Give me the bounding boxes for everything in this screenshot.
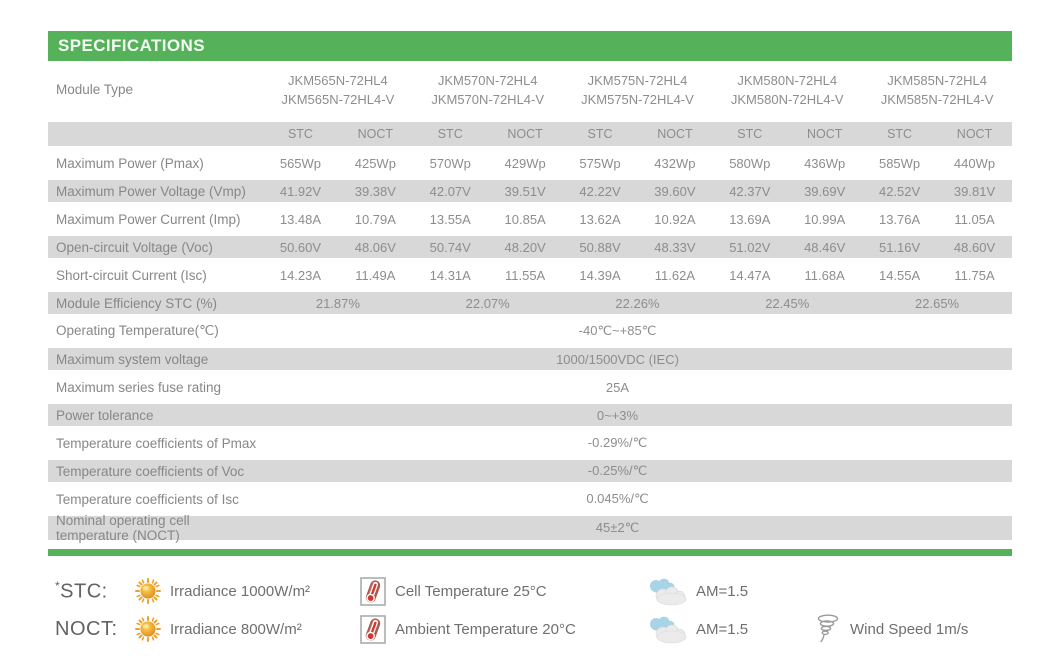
clouds-icon	[645, 577, 687, 606]
spec-row-max-system-voltage	[48, 345, 1012, 373]
spec-cell: 50.60V	[263, 233, 338, 261]
stc-cell-temp-item	[360, 577, 645, 606]
spec-cell: 48.20V	[488, 233, 563, 261]
spec-cell: 50.74V	[413, 233, 488, 261]
spec-cell: 39.38V	[338, 177, 413, 205]
spec-cell: 22.65%	[862, 289, 1012, 317]
spec-cell: 39.60V	[637, 177, 712, 205]
spec-cell: 0.045%/℃	[586, 491, 649, 506]
noct-wind-speed-text: Wind Speed 1m/s	[850, 620, 969, 638]
spec-cell: 11.55A	[504, 267, 546, 283]
spec-cell: -0.25%/℃	[263, 457, 1012, 485]
spec-cell: 570Wp	[429, 155, 471, 171]
tornado-icon	[815, 614, 841, 644]
bottom-accent-bar	[48, 549, 1012, 556]
noct-wind-speed-item	[815, 614, 968, 644]
model-name-variant: JKM580N-72HL4-V	[730, 92, 844, 107]
spec-row-efficiency	[48, 289, 1012, 317]
spec-cell: 42.37V	[712, 177, 787, 205]
stc-term	[55, 579, 135, 604]
noct-ambient-temp-text: Ambient Temperature 20°C	[395, 620, 576, 638]
module-type-row	[48, 61, 1012, 119]
spec-cell: 45±2℃	[263, 513, 1012, 543]
spec-cell: 42.22V	[563, 177, 638, 205]
spec-cell: 51.16V	[862, 233, 937, 261]
spec-cell: 10.79A	[354, 211, 396, 227]
spec-cell: 13.48A	[279, 211, 322, 227]
spec-cell: 25A	[605, 379, 630, 395]
stc-airmass-item	[645, 577, 815, 606]
spec-cell: 41.92V	[263, 177, 338, 205]
model-name: JKM580N-72HL4	[737, 72, 838, 88]
spec-cell: 48.60V	[937, 233, 1012, 261]
condition-header-noct: NOCT	[338, 119, 413, 149]
spec-cell: 14.47A	[729, 267, 771, 283]
model-header	[263, 61, 413, 119]
condition-header-stc: STC	[862, 119, 937, 149]
condition-header-stc: STC	[413, 119, 488, 149]
spec-cell: 580Wp	[729, 155, 771, 171]
model-name-variant: JKM575N-72HL4-V	[581, 92, 694, 107]
sun-icon	[135, 616, 161, 642]
spec-row-label: Power tolerance	[48, 401, 263, 429]
spec-cell: 39.51V	[488, 177, 563, 205]
noct-airmass-text: AM=1.5	[696, 620, 749, 638]
spec-row-label: Open-circuit Voltage (Voc)	[48, 233, 263, 261]
spec-cell: 42.07V	[413, 177, 488, 205]
spec-cell: 13.62A	[579, 211, 621, 227]
spec-cell: 1000/1500VDC (IEC)	[263, 345, 1012, 373]
spec-row-temp-coeff-voc	[48, 457, 1012, 485]
model-name: JKM565N-72HL4	[288, 72, 388, 88]
condition-header-row	[48, 119, 1012, 149]
spec-cell: 585Wp	[878, 155, 921, 171]
noct-term-label: NOCT:	[55, 617, 118, 640]
spec-cell: 575Wp	[579, 155, 621, 171]
spec-row-power-tolerance	[48, 401, 1012, 429]
spec-cell: 22.26%	[563, 289, 713, 317]
condition-header-stc: STC	[263, 119, 338, 149]
spec-cell: 13.76A	[878, 211, 921, 227]
spec-cell: 21.87%	[263, 289, 413, 317]
spec-row-pmax	[48, 149, 1012, 177]
spec-row-voc	[48, 233, 1012, 261]
condition-header-stc: STC	[712, 119, 787, 149]
noct-ambient-temp-item	[360, 615, 645, 644]
model-name-variant: JKM585N-72HL4-V	[880, 92, 994, 107]
clouds-icon	[645, 615, 687, 644]
model-name: JKM570N-72HL4	[437, 72, 538, 88]
noct-legend-row	[55, 610, 1015, 648]
stc-cell-temp-text: Cell Temperature 25°C	[395, 582, 547, 600]
spec-row-label: Maximum series fuse rating	[56, 379, 222, 395]
spec-cell: 39.69V	[787, 177, 862, 205]
spec-cell: 11.62A	[654, 267, 696, 283]
condition-header-stc: STC	[563, 119, 638, 149]
spec-row-label: Nominal operating cell temperature (NOCT)	[48, 513, 263, 543]
sun-icon	[135, 578, 161, 604]
spec-cell: 10.92A	[654, 211, 696, 227]
spec-row-temp-coeff-isc	[48, 485, 1012, 513]
model-name: JKM575N-72HL4	[587, 72, 688, 88]
test-conditions-legend	[55, 572, 1015, 648]
stc-irradiance-item	[135, 578, 360, 604]
noct-irradiance-item	[135, 616, 360, 642]
spec-row-label: Maximum Power (Pmax)	[56, 155, 204, 171]
model-name: JKM585N-72HL4	[887, 72, 987, 88]
spec-row-operating-temp	[48, 317, 1012, 345]
spec-cell: 565Wp	[279, 155, 322, 171]
condition-header-noct: NOCT	[787, 119, 862, 149]
spec-cell: 42.52V	[862, 177, 937, 205]
stc-legend-row	[55, 572, 1015, 610]
spec-row-label: Temperature coefficients of Pmax	[56, 435, 257, 451]
model-name-variant: JKM570N-72HL4-V	[431, 92, 545, 107]
spec-row-label: Short-circuit Current (Isc)	[56, 267, 207, 283]
specifications-table	[48, 61, 1012, 543]
spec-cell: 10.99A	[804, 211, 846, 227]
model-name-variant: JKM565N-72HL4-V	[281, 92, 395, 107]
spec-cell: 10.85A	[504, 211, 546, 227]
spec-cell: -0.29%/℃	[587, 435, 648, 450]
thermometer-icon	[360, 615, 386, 644]
spec-cell: 50.88V	[563, 233, 638, 261]
spec-row-label: Maximum Power Current (Imp)	[56, 211, 241, 227]
spec-cell: 425Wp	[354, 155, 396, 171]
spec-cell: 39.81V	[937, 177, 1012, 205]
spec-cell: 432Wp	[654, 155, 696, 171]
spec-cell: 14.31A	[429, 267, 471, 283]
spec-row-label: Maximum system voltage	[48, 345, 263, 373]
condition-header-noct: NOCT	[488, 119, 563, 149]
model-header	[712, 61, 862, 119]
spec-row-temp-coeff-pmax	[48, 429, 1012, 457]
spec-cell: 11.49A	[355, 267, 396, 283]
stc-airmass-text: AM=1.5	[696, 582, 749, 600]
spec-row-label: Maximum Power Voltage (Vmp)	[48, 177, 263, 205]
spec-cell: 436Wp	[804, 155, 846, 171]
spec-row-noct	[48, 513, 1012, 543]
spec-row-vmp	[48, 177, 1012, 205]
spec-cell: 14.39A	[579, 267, 621, 283]
spec-cell: 13.55A	[429, 211, 471, 227]
spec-cell: 13.69A	[729, 211, 771, 227]
spec-cell: 22.07%	[413, 289, 563, 317]
spec-cell: 14.23A	[279, 267, 322, 283]
spec-cell: 22.45%	[712, 289, 862, 317]
spec-cell: 48.06V	[338, 233, 413, 261]
spec-cell: 0~+3%	[263, 401, 1012, 429]
thermometer-icon	[360, 577, 386, 606]
model-header	[563, 61, 713, 119]
spec-cell: 14.55A	[878, 267, 921, 283]
condition-header-noct: NOCT	[637, 119, 712, 149]
model-header	[413, 61, 563, 119]
spec-cell: -40℃~+85℃	[578, 323, 657, 338]
model-header	[862, 61, 1012, 119]
spec-cell: 48.46V	[787, 233, 862, 261]
spec-cell: 48.33V	[637, 233, 712, 261]
stc-term-label: STC:	[60, 580, 108, 603]
spec-cell: 429Wp	[504, 155, 546, 171]
spec-row-imp	[48, 205, 1012, 233]
specifications-sheet	[48, 31, 1012, 556]
noct-term	[55, 618, 135, 641]
module-type-label: Module Type	[56, 81, 134, 97]
spec-cell: 11.75A	[954, 267, 995, 283]
section-title: SPECIFICATIONS	[48, 31, 1012, 61]
spec-cell: 11.68A	[804, 267, 845, 283]
spec-cell: 440Wp	[953, 155, 996, 171]
condition-header-noct: NOCT	[937, 119, 1012, 149]
spec-row-label: Temperature coefficients of Isc	[56, 491, 239, 507]
spec-cell: 51.02V	[712, 233, 787, 261]
spec-row-label: Operating Temperature(℃)	[56, 323, 219, 338]
noct-airmass-item	[645, 615, 815, 644]
stc-irradiance-text: Irradiance 1000W/m²	[170, 582, 311, 600]
spec-row-label: Module Efficiency STC (%)	[48, 289, 263, 317]
spec-row-fuse-rating	[48, 373, 1012, 401]
spec-cell: 11.05A	[954, 211, 995, 227]
spec-row-isc	[48, 261, 1012, 289]
spec-row-label: Temperature coefficients of Voc	[48, 457, 263, 485]
noct-irradiance-text: Irradiance 800W/m²	[170, 620, 302, 638]
empty-cell	[48, 119, 263, 149]
stc-asterisk: *	[55, 578, 61, 593]
